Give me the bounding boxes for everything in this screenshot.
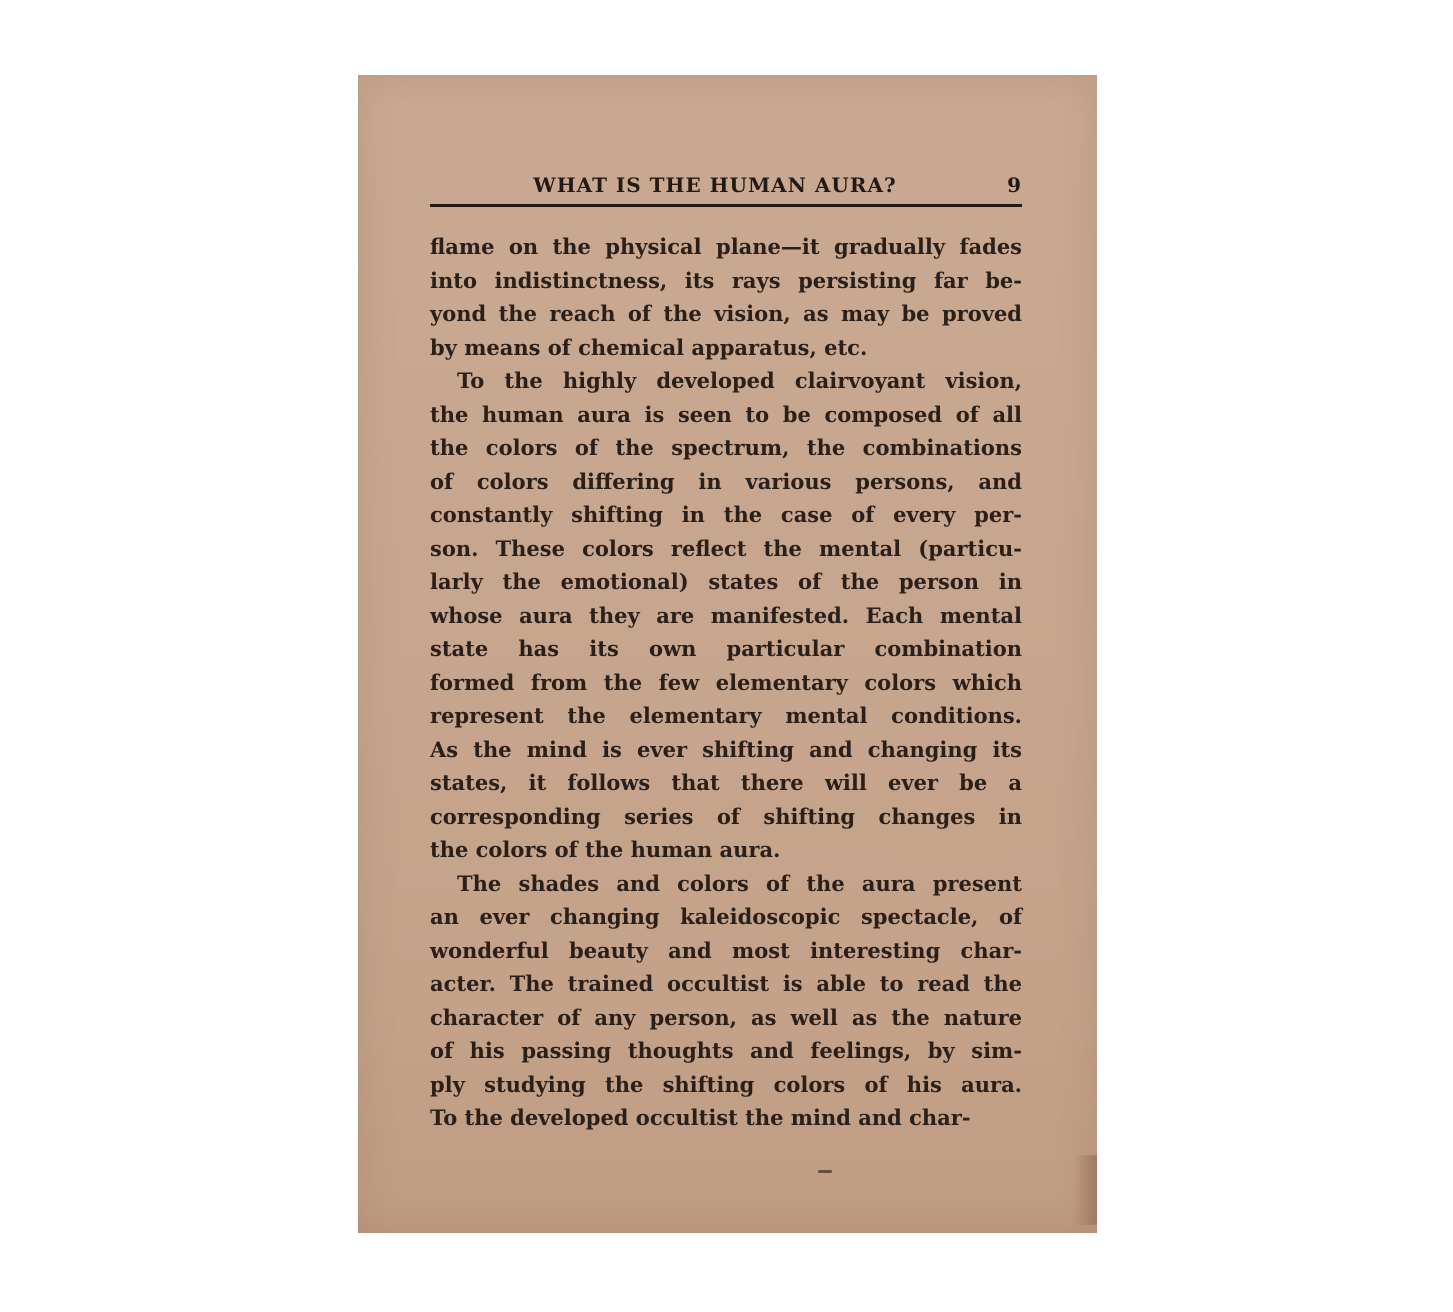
text-line: of colors differing in various persons, and	[430, 468, 1022, 494]
text-line: state has its own particular combination	[430, 636, 1022, 661]
text-line: ply studying the shifting colors of his aura.	[430, 1071, 1022, 1097]
text-line: by means of chemical apparatus, etc.	[430, 334, 868, 360]
text-line: As the mind is ever shifting and changing its	[430, 736, 1022, 762]
book-page	[358, 75, 1097, 1233]
text-line: acter. The trained occultist is able to read the	[430, 971, 1022, 996]
text-line: whose aura they are manifested. Each mental	[430, 602, 1022, 628]
running-head	[430, 171, 1022, 201]
body-text	[430, 230, 1022, 1135]
page-number: 9	[1007, 173, 1022, 197]
running-head-title: WHAT IS THE HUMAN AURA?	[533, 173, 897, 197]
text-line: To the highly developed clairvoyant vision,	[457, 368, 1022, 393]
text-line: flame on the physical plane—it gradually fades	[430, 234, 1022, 259]
text-line: into indistinctness, its rays persisting far be-	[430, 267, 1022, 293]
text-line: son. These colors reflect the mental (particu-	[430, 535, 1022, 561]
text-line: yond the reach of the vision, as may be proved	[430, 301, 1022, 326]
paragraph	[430, 230, 1022, 364]
text-line: of his passing thoughts and feelings, by sim-	[430, 1038, 1022, 1063]
paragraph	[430, 867, 1022, 1135]
text-line: the colors of the spectrum, the combinations	[430, 435, 1022, 460]
text-line: constantly shifting in the case of every per-	[430, 502, 1022, 527]
text-line: the colors of the human aura.	[430, 837, 781, 862]
text-line: wonderful beauty and most interesting char-	[430, 937, 1022, 963]
text-line: the human aura is seen to be composed of all	[430, 401, 1022, 427]
paragraph	[430, 364, 1022, 867]
text-line: an ever changing kaleidoscopic spectacle, of	[430, 904, 1022, 929]
text-line: The shades and colors of the aura present	[457, 870, 1022, 896]
header-rule	[430, 204, 1022, 207]
text-line: formed from the few elementary colors which	[430, 669, 1022, 695]
text-line: corresponding series of shifting changes in	[430, 803, 1022, 829]
text-line: represent the elementary mental conditions.	[430, 703, 1022, 728]
text-line: To the developed occultist the mind and char-	[430, 1105, 971, 1130]
text-line: states, it follows that there will ever be a	[430, 770, 1022, 795]
text-line: character of any person, as well as the nature	[430, 1004, 1022, 1030]
text-line: larly the emotional) states of the person in	[430, 569, 1022, 594]
ink-smudge	[818, 1170, 832, 1173]
